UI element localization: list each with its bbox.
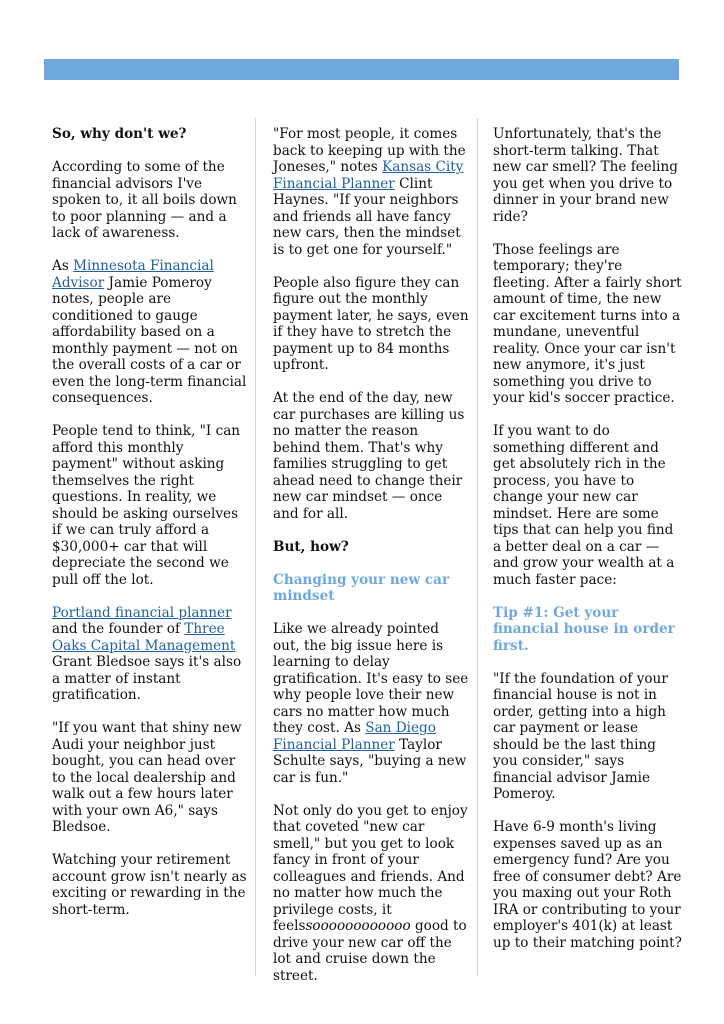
kansas-city-planner-link[interactable]: Kansas City Financial Planner [273,159,464,192]
paragraph: Like we already pointed out, the big issue here is learning to delay gratification. It's easy to see why people love their new cars no matter how much they cost. As San Diego Financial Planner Taylor Schulte says, "buying a new car is fun." [273,621,469,786]
section-heading: So, why don't we? [52,126,187,142]
subheading: Changing your new car mindset [273,571,450,604]
paragraph: "If you want that shiny new Audi your neighbor just bought, you can head over to the local dealership and walk out a few hours later with your own A6," says Bledsoe. [52,720,242,835]
article-column-1 [52,126,250,935]
column-divider [255,118,256,976]
paragraph: "For most people, it comes back to keeping up with the Joneses," notes Kansas City Financial Planner Clint Haynes. "If your neighbors and friends all have fancy new cars, then the mindset is to get one for yourself." [273,126,466,258]
three-oaks-link[interactable]: Three Oaks Capital Management [52,621,236,654]
paragraph: Watching your retirement account grow isn't nearly as exciting or rewarding in the short-term. [52,852,247,918]
minnesota-advisor-link[interactable]: Minnesota Financial Advisor [52,258,214,291]
paragraph: As Minnesota Financial Advisor Jamie Pomeroy notes, people are conditioned to gauge affordability based on a monthly payment — not on the overall costs of a car or even the long-term financial consequences. [52,258,247,406]
portland-planner-link[interactable]: Portland financial planner [52,604,232,621]
paragraph: According to some of the financial advisors I've spoken to, it all boils down to poor planning — and a lack of awareness. [52,159,237,241]
header-banner [44,59,679,80]
san-diego-planner-link[interactable]: San Diego Financial Planner [273,720,436,753]
article-column-3 [493,126,683,968]
section-heading: But, how? [273,538,349,555]
paragraph: Unfortunately, that's the short-term talking. That new car smell? The feeling you get when you drive to dinner in your brand new ride? [493,126,678,225]
column-divider [477,118,478,976]
paragraph: Have 6-9 month's living expenses saved up as an emergency fund? Are you free of consumer debt? Are you maxing out your Roth IRA or contributing to your employer's 401(k) at least up to their matching point? [493,819,682,951]
paragraph: If you want to do something different and get absolutely rich in the process, you have to change your new car mindset. Here are some tips that can help you find a better deal on a car — and grow your wealth at a much faster pace: [493,423,675,588]
paragraph: Not only do you get to enjoy that coveted "new car smell," but you get to look fancy in front of your colleagues and friends. And no matter how much the privilege costs, it feelssoooooooooooo good to drive your new car off the lot and cruise down the street. [273,802,468,984]
paragraph: People also figure they can figure out the monthly payment later, he says, even if they have to stretch the payment up to 84 months upfront. [273,274,469,373]
paragraph: At the end of the day, new car purchases are killing us no matter the reason behind them. That's why families struggling to get ahead need to change their new car mindset — once and for all. [273,390,465,522]
paragraph: Those feelings are temporary; they're fleeting. After a fairly short amount of time, the new car excitement turns into a mundane, uneventful reality. Once your car isn't new anymore, it's just something you drive to your kid's soccer practice. [493,241,682,406]
subheading: Tip #1: Get your financial house in order first. [493,604,675,654]
paragraph: "If the foundation of your financial house is not in order, getting into a high car payment or lease should be the last thing you consider," says financial advisor Jamie Pomeroy. [493,670,668,802]
paragraph: People tend to think, "I can afford this monthly payment" without asking themselves the right questions. In reality, we should be asking ourselves if we can truly afford a $30,000+ car that will depreciate the second we pull off the lot. [52,423,241,588]
article-column-2 [273,126,469,1001]
paragraph: Portland financial planner and the founder of Three Oaks Capital Management Grant Bledsoe says it's also a matter of instant gratification. [52,604,242,703]
